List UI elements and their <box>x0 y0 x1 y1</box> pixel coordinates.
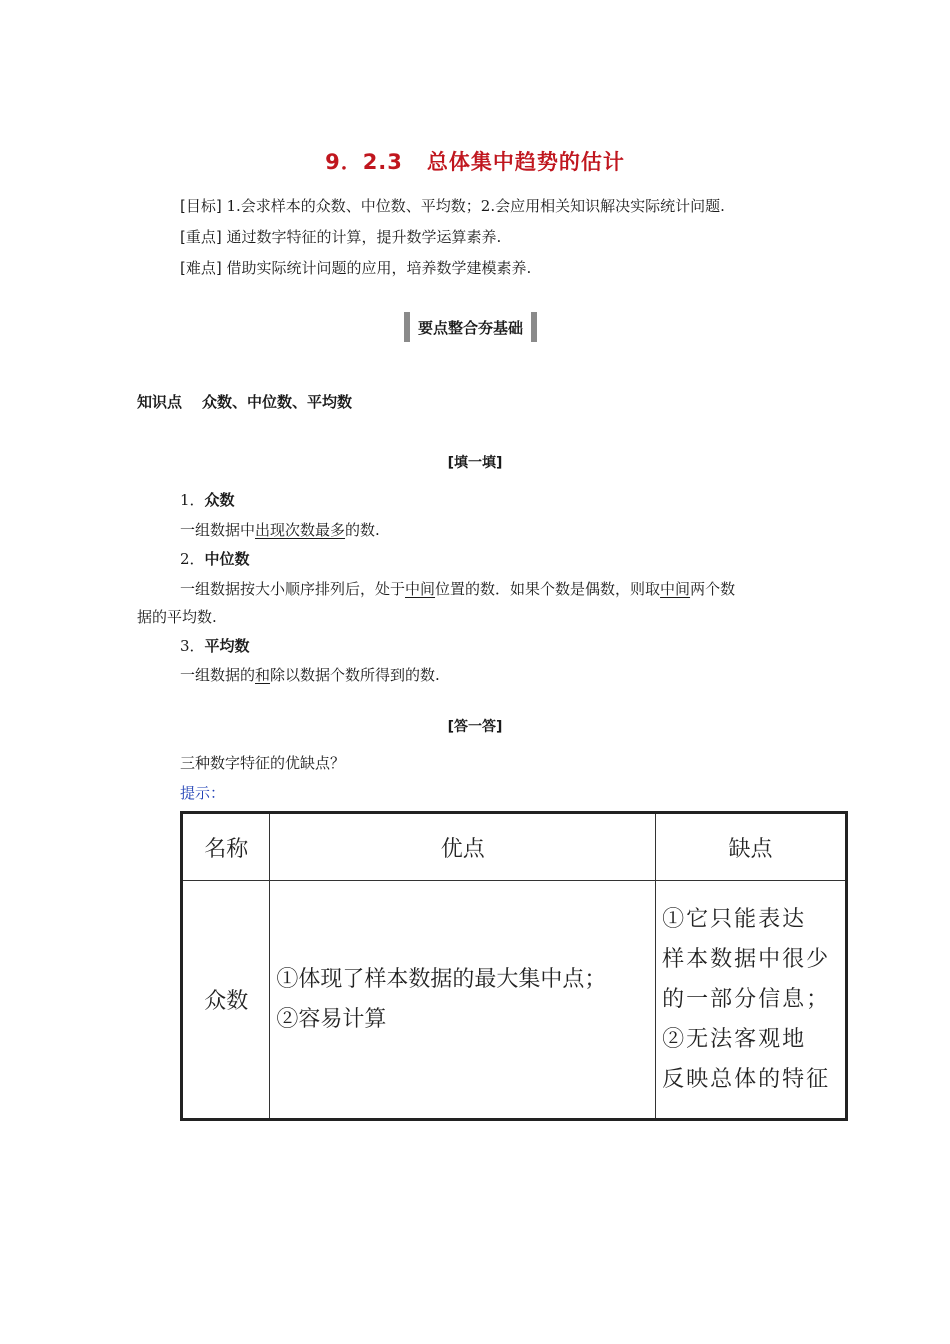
advantage-line: ①体现了样本数据的最大集中点； <box>276 966 607 992</box>
header-name: 名称 <box>182 813 270 881</box>
filled-blank: 和 <box>255 666 271 684</box>
text: 一组数据的 <box>180 666 256 684</box>
objective-key-point <box>180 227 501 247</box>
objective-goal <box>180 196 725 216</box>
disadvantage-line: 反映总体的特征 <box>662 1066 831 1092</box>
item-number: 1． <box>180 491 205 509</box>
text: 一组数据按大小顺序排列后，处于 <box>180 580 406 598</box>
disadvantage-line: 的一部分信息； <box>662 986 831 1012</box>
banner-text: 要点整合夯基础 <box>418 318 524 337</box>
cell-name: 众数 <box>182 881 270 1120</box>
disadvantage-line: ①它只能表达 <box>662 906 807 932</box>
cell-disadvantages <box>656 881 847 1120</box>
table-row <box>182 881 847 1120</box>
header-advantages: 优点 <box>270 813 656 881</box>
text: 位置的数．如果个数是偶数，则取 <box>435 580 661 598</box>
text: 除以数据个数所得到的数. <box>270 666 440 684</box>
question-text: 三种数字特征的优缺点？ <box>180 754 346 772</box>
knowledge-point-heading <box>137 391 352 412</box>
objective-tag: [目标] <box>180 197 222 215</box>
definition-median <box>180 578 735 599</box>
text: 两个数 <box>690 580 736 598</box>
item-heading-text: 平均数 <box>204 637 250 655</box>
advantage-line: ②容易计算 <box>276 1006 387 1032</box>
text: 一组数据中 <box>180 521 256 539</box>
filled-blank: 中间 <box>660 580 691 598</box>
table-header-row <box>182 813 847 881</box>
knowledge-point-label: 知识点 <box>137 393 183 411</box>
objective-text: 通过数字特征的计算，提升数学运算素养. <box>221 228 502 246</box>
section-title: 总体集中趋势的估计 <box>426 150 625 174</box>
filled-blank: 出现次数最多 <box>255 521 346 539</box>
definition-mode <box>180 519 380 540</box>
item-heading-mode <box>180 489 235 510</box>
definition-mean <box>180 664 440 685</box>
filled-blank: 中间 <box>405 580 436 598</box>
item-heading-text: 中位数 <box>204 550 250 568</box>
item-heading-text: 众数 <box>204 491 235 509</box>
text: 的数. <box>345 521 380 539</box>
banner-right-bar <box>531 312 537 342</box>
section-banner <box>404 312 537 342</box>
objective-text: 1.会求样本的众数、中位数、平均数；2.会应用相关知识解决实际统计问题. <box>221 197 725 215</box>
disadvantage-line: 样本数据中很少 <box>662 946 831 972</box>
cell-advantages <box>270 881 656 1120</box>
objective-text: 借助实际统计问题的应用，培养数学建模素养. <box>221 259 532 277</box>
page-title <box>0 146 950 176</box>
definition-median-cont: 据的平均数. <box>137 608 217 626</box>
hint-label: 提示： <box>180 784 226 802</box>
objective-tag: [难点] <box>180 259 222 277</box>
answer-section-header: [答一答] <box>447 719 503 735</box>
knowledge-point-topic: 众数、中位数、平均数 <box>202 393 353 411</box>
item-heading-mean <box>180 635 250 656</box>
item-number: 2． <box>180 550 205 568</box>
objective-tag: [重点] <box>180 228 222 246</box>
item-heading-median <box>180 548 250 569</box>
header-disadvantages: 缺点 <box>656 813 847 881</box>
objective-difficulty <box>180 258 531 278</box>
disadvantage-line: ②无法客观地 <box>662 1026 807 1052</box>
section-number: 9．2.3 <box>325 150 403 174</box>
fill-section-header: [填一填] <box>447 455 503 471</box>
comparison-table <box>180 811 848 1121</box>
item-number: 3． <box>180 637 205 655</box>
